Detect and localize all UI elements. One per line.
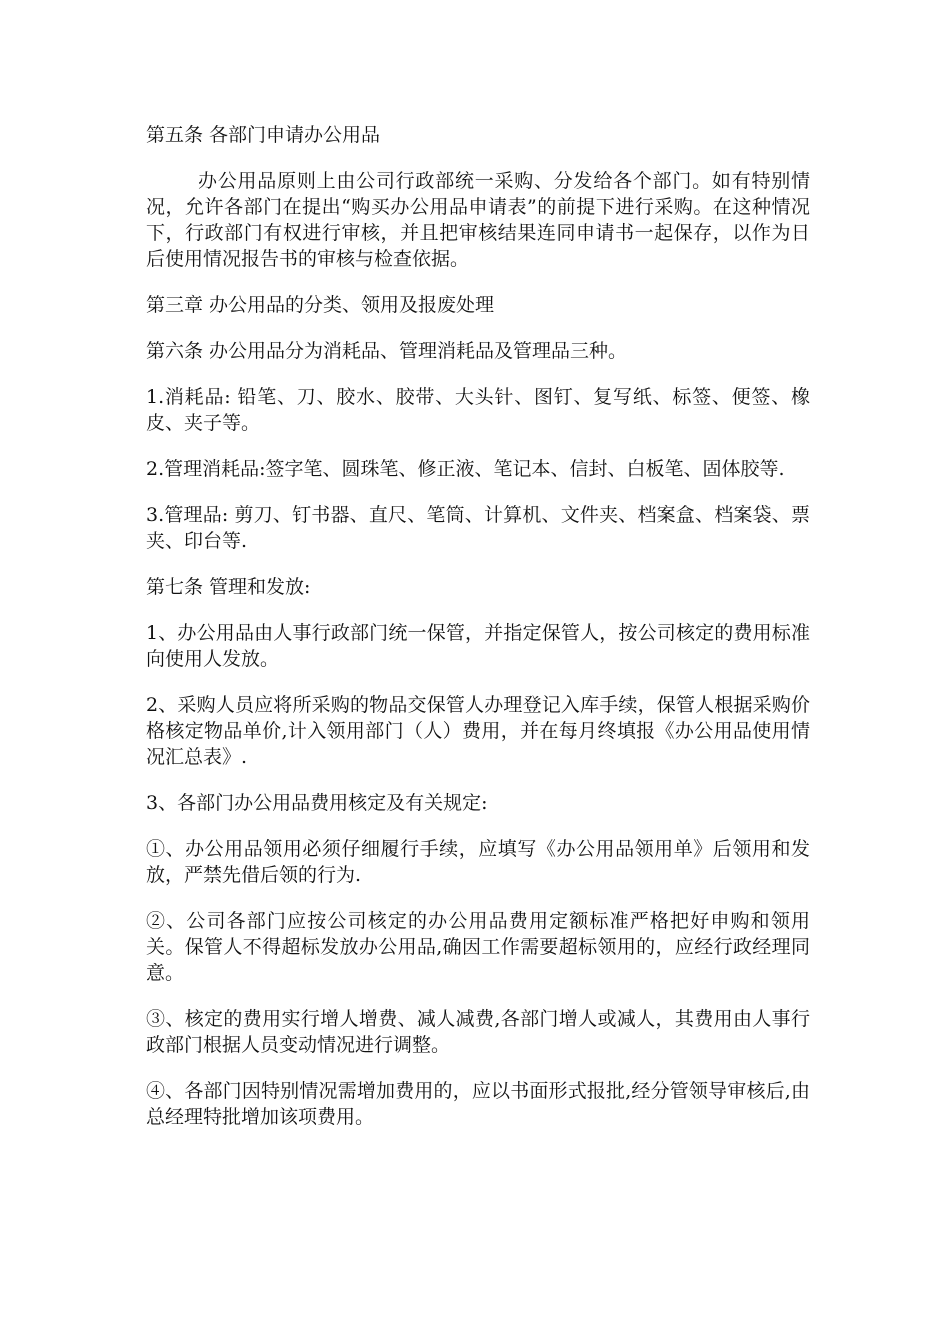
rule-3-heading: 3、各部门办公用品费用核定及有关规定: bbox=[146, 792, 488, 814]
article-6-heading: 第六条 办公用品分为消耗品、管理消耗品及管理品三种。 bbox=[146, 340, 628, 362]
consumables-item: 1.消耗品: 铅笔、刀、胶水、胶带、大头针、图钉、复写纸、标签、便签、橡皮、夹子等。 bbox=[146, 386, 810, 434]
managed-consumables-item: 2.管理消耗品:签字笔、圆珠笔、修正液、笔记本、信封、白板笔、固体胶等. bbox=[146, 458, 785, 480]
rule-3-item-4: ④、各部门因特别情况需增加费用的，应以书面形式报批,经分管领导审核后,由总经理特批增加该项费用。 bbox=[146, 1080, 810, 1128]
document-page bbox=[146, 122, 810, 1150]
chapter-3-heading: 第三章 办公用品的分类、领用及报废处理 bbox=[146, 294, 495, 316]
article-5-body: 办公用品原则上由公司行政部统一采购、分发给各个部门。如有特别情况，允许各部门在提出“购买办公用品申请表”的前提下进行采购。在这种情况下，行政部门有权进行审核，并且把审核结果连同申请书一起保存，以作为日后使用情况报告书的审核与检查依据。 bbox=[146, 170, 810, 270]
rule-3-item-2: ②、公司各部门应按公司核定的办公用品费用定额标准严格把好申购和领用关。保管人不得超标发放办公用品,确因工作需要超标领用的，应经行政经理同意。 bbox=[146, 910, 810, 984]
rule-2-paragraph: 2、采购人员应将所采购的物品交保管人办理登记入库手续，保管人根据采购价格核定物品单价,计入领用部门（人）费用，并在每月终填报《办公用品使用情况汇总表》. bbox=[146, 694, 810, 768]
rule-3-item-1: ①、办公用品领用必须仔细履行手续，应填写《办公用品领用单》后领用和发放，严禁先借后领的行为. bbox=[146, 838, 810, 886]
article-5-heading: 第五条 各部门申请办公用品 bbox=[146, 124, 381, 146]
rule-3-item-3: ③、核定的费用实行增人增费、减人减费,各部门增人或减人，其费用由人事行政部门根据人员变动情况进行调整。 bbox=[146, 1008, 810, 1056]
managed-goods-item: 3.管理品: 剪刀、钉书器、直尺、笔筒、计算机、文件夹、档案盒、档案袋、票夹、印台等. bbox=[146, 504, 810, 552]
rule-1-paragraph: 1、办公用品由人事行政部门统一保管，并指定保管人，按公司核定的费用标准向使用人发放。 bbox=[146, 622, 810, 670]
article-7-heading: 第七条 管理和发放: bbox=[146, 576, 311, 598]
